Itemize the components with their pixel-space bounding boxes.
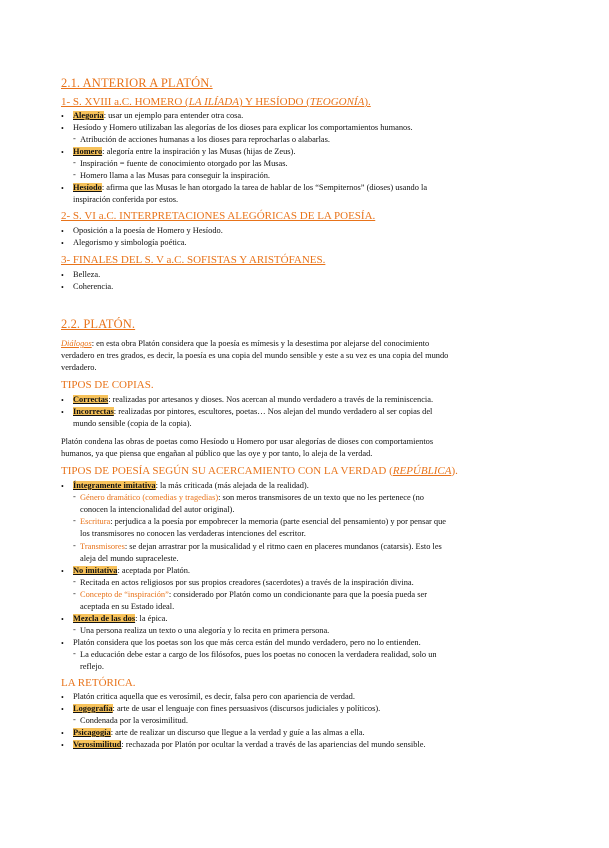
- sub-item-atribucion: Atribución de acciones humanas a los dioses para reprocharlas o alabarlas.: [80, 135, 330, 144]
- heading-tipos-copias: TIPOS DE COPIAS.: [61, 379, 154, 391]
- item-critica: Platón critica aquella que es verosímil, es decir, falsa pero con apariencia de verdad.: [73, 692, 355, 701]
- bullet: •: [61, 283, 64, 292]
- paragraph-dialogos: Diálogos: en esta obra Platón considera que la poesía es mímesis y la desestima por alejarse del conocimiento: [61, 339, 430, 348]
- heading-retorica: LA RETÓRICA.: [61, 677, 136, 689]
- heading-homero-hesiodo: 1- S. XVIII a.C. HOMERO (LA ILÍADA) Y HESÍODO (TEOGONÍA).: [61, 96, 371, 108]
- item-integramente: Íntegramente imitativa: la más criticada (más alejada de la realidad).: [73, 481, 309, 490]
- sub-item-concepto: Concepto de “inspiración”: considerado por Platón como un condicionante para que la poesía pueda ser: [80, 590, 427, 599]
- sub-item-educacion: La educación debe estar a cargo de los filósofos, pues los poetas no conocen la verdadera realidad, solo un: [80, 650, 437, 659]
- dash: -: [73, 158, 76, 167]
- bullet: •: [61, 408, 64, 417]
- item-correctas: Correctas: realizadas por artesanos y dioses. Nos acercan al mundo verdadero a través de la reminiscencia.: [73, 395, 434, 404]
- bullet: •: [61, 639, 64, 648]
- item-psicagogia: Psicagogía: arte de realizar un discurso que llegue a la verdad y guíe a las almas a ella.: [73, 728, 365, 737]
- section-title-2-2: 2.2. PLATÓN.: [61, 317, 136, 331]
- sub-item-genero: Género dramático (comedias y tragedias): son meros transmisores de un texto que no les pertenece (no: [80, 493, 424, 502]
- sub-item-mezcla: Una persona realiza un texto o una alegoría y lo recita en primera persona.: [80, 626, 330, 635]
- item-mezcla: Mezcla de las dos: la épica.: [73, 614, 168, 623]
- item-belleza: Belleza.: [73, 270, 101, 279]
- sub-item-condenada: Condenada por la verosimilitud.: [80, 716, 188, 725]
- dash: -: [73, 715, 76, 724]
- item-logografia: Logografía: arte de usar el lenguaje con fines persuasivos (discursos judiciales y políticos).: [73, 704, 381, 713]
- sub-item-concepto-cont: aceptada en su Estado ideal.: [80, 602, 175, 611]
- item-no-imitativa: No imitativa: aceptada por Platón.: [73, 566, 190, 575]
- bullet: •: [61, 741, 64, 750]
- bullet: •: [61, 227, 64, 236]
- item-incorrectas: Incorrectas: realizadas por pintores, escultores, poetas… Nos alejan del mundo verdadero al ser copias del: [73, 407, 433, 416]
- item-hesiodo-cont: inspiración conferida por estos.: [73, 195, 179, 204]
- dash: -: [73, 492, 76, 501]
- bullet: •: [61, 693, 64, 702]
- dash: -: [73, 589, 76, 598]
- bullet: •: [61, 396, 64, 405]
- sub-item-homero-musas: Homero llama a las Musas para conseguir la inspiración.: [80, 171, 271, 180]
- item-oposicion: Oposición a la poesía de Homero y Hesíodo.: [73, 226, 223, 235]
- item-hesiodo: Hesíodo: afirma que las Musas le han otorgado la tarea de hablar de los “Sempiternos” (dioses) usando la: [73, 183, 428, 192]
- heading-sofistas: 3- FINALES DEL S. V a.C. SOFISTAS Y ARISTÓFANES.: [61, 254, 326, 266]
- bullet: •: [61, 482, 64, 491]
- sub-item-escritura-cont: los transmisores no conocen las verdaderas intenciones del escritor.: [80, 529, 306, 538]
- bullet: •: [61, 271, 64, 280]
- item-verosimilitud: Verosimilitud: rechazada por Platón por ocultar la verdad a través de las apariencias del mundo sensible.: [73, 740, 426, 749]
- paragraph-dialogos-3: verdadero.: [61, 363, 97, 372]
- item-incorrectas-cont: mundo sensible (copia de la copia).: [73, 419, 192, 428]
- item-homero: Homero: alegoría entre la inspiración y las Musas (hijas de Zeus).: [73, 147, 296, 156]
- bullet: •: [61, 124, 64, 133]
- sub-item-transmisores: Transmisores: se dejan arrastrar por la musicalidad y el ritmo caen en placeres mundanos (catarsis). Esto les: [80, 542, 442, 551]
- dash: -: [73, 625, 76, 634]
- bullet: •: [61, 184, 64, 193]
- sub-item-educacion-cont: reflejo.: [80, 662, 104, 671]
- dash: -: [73, 577, 76, 586]
- dash: -: [73, 170, 76, 179]
- item-alegoria: Alegoría: usar un ejemplo para entender otra cosa.: [73, 111, 244, 120]
- section-title-2-1: 2.1. ANTERIOR A PLATÓN.: [61, 76, 213, 90]
- sub-item-recitada: Recitada en actos religiosos por sus propios creadores (sacerdotes) a través de la inspiración divina.: [80, 578, 414, 587]
- item-hesiodo-homero: Hesíodo y Homero utilizaban las alegorías de los dioses para explicar los comportamientos humanos.: [73, 123, 413, 132]
- paragraph-dialogos-2: verdadero en tres grados, es decir, la poesía es una copia del mundo sensible y este a su vez es una copia del mundo: [61, 351, 449, 360]
- heading-interpretaciones: 2- S. VI a.C. INTERPRETACIONES ALEGÓRICAS DE LA POESÍA.: [61, 210, 376, 222]
- dash: -: [73, 134, 76, 143]
- sub-item-inspiracion: Inspiración = fuente de conocimiento otorgado por las Musas.: [80, 159, 288, 168]
- bullet: •: [61, 729, 64, 738]
- bullet: •: [61, 615, 64, 624]
- dash: -: [73, 541, 76, 550]
- item-filosofos: Platón considera que los poetas son los que más cerca están del mundo verdadero, pero no lo entienden.: [73, 638, 421, 647]
- item-alegorismo: Alegorismo y simbología poética.: [73, 238, 187, 247]
- item-coherencia: Coherencia.: [73, 282, 114, 291]
- sub-item-escritura: Escritura: perjudica a la poesía por empobrecer la memoria (parte esencial del pensamiento) y por pensar que: [80, 517, 447, 526]
- paragraph-condena-2: humanos, ya que piensa que engañan al público que las oye y por tanto, lo aleja de la verdad.: [61, 449, 373, 458]
- dash: -: [73, 516, 76, 525]
- paragraph-condena: Platón condena las obras de poetas como Hesíodo u Homero por usar alegorías de dioses con comportamientos: [61, 437, 434, 446]
- bullet: •: [61, 239, 64, 248]
- bullet: •: [61, 112, 64, 121]
- bullet: •: [61, 705, 64, 714]
- dash: -: [73, 649, 76, 658]
- bullet: •: [61, 567, 64, 576]
- sub-item-transmisores-cont: aleja del mundo supraceleste.: [80, 554, 179, 563]
- bullet: •: [61, 148, 64, 157]
- sub-item-genero-cont: conocen la intencionalidad del autor original).: [80, 505, 235, 514]
- heading-tipos-poesia: TIPOS DE POESÍA SEGÚN SU ACERCAMIENTO CON LA VERDAD (REPÚBLICA).: [61, 465, 458, 477]
